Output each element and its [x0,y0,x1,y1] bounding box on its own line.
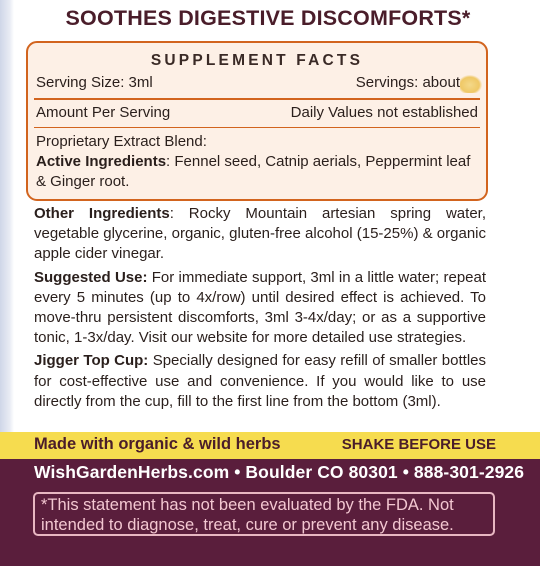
serving-size: Serving Size: 3ml [36,74,153,91]
suggested-use-label: Suggested Use: [34,268,148,286]
supplement-facts-title: SUPPLEMENT FACTS [150,52,364,69]
organic-band [0,432,540,459]
other-ingredients [34,204,486,265]
suggested-use [34,268,486,349]
fda-disclaimer: *This statement has not been evaluated by the FDA. Not intended to diagnose, treat, cure or prevent any disease. [33,492,495,536]
thumb-obstruction [460,75,482,93]
active-ingredients-label: Active Ingredients [36,153,167,170]
active-ingredients-text: : Fennel seed, Catnip aerials, Peppermint leaf [166,153,471,170]
jigger-top-cup-label: Jigger Top Cup: [34,352,149,370]
supplement-facts-panel [26,41,488,201]
facts-divider [34,98,480,100]
headline: SOOTHES DIGESTIVE DISCOMFORTS* [65,6,471,30]
footer-band [0,459,540,566]
active-ingredients-row [36,152,478,172]
shake-notice: SHAKE BEFORE USE [341,436,496,453]
jigger-top-cup [34,351,486,412]
other-ingredients-label: Other Ingredients [34,205,170,222]
other-ingredients-text: : Rocky Mountain artesian spring water, vegetable glycerine, organic, gluten-free alcohol (15-25%) & organic apple cider vinegar. [34,205,486,263]
active-ingredients-cont: & Ginger root. [36,173,130,190]
bottle-edge-shading [0,0,14,440]
blend-label: Proprietary Extract Blend: [36,133,207,150]
organic-tagline: Made with organic & wild herbs [34,435,281,453]
amount-row [36,103,478,123]
daily-values-note: Daily Values not established [290,104,478,121]
serving-row [36,73,478,93]
label-body-text [34,204,486,415]
suggested-use-text: For immediate support, 3ml in a little water; repeat every 5 minutes (up to 4x/row) until desired effect is achieved. To move-thru persistent discomforts, 3ml 3-4x/day; or as a supportive tonic, 1-3x/day. Visit our website for more detailed use strategies. [34,268,487,347]
facts-divider [34,127,480,128]
amount-per-serving: Amount Per Serving [36,104,171,121]
servings-count: Servings: about [355,74,460,91]
contact-line: WishGardenHerbs.com • Boulder CO 80301 • 888-301-2926 [34,462,525,482]
jigger-top-cup-text: Specially designed for easy refill of smaller bottles for cost-effective use and convenience. If you would like to use directly from the cup, fill to the first line from the bottom (3ml). [34,352,486,410]
